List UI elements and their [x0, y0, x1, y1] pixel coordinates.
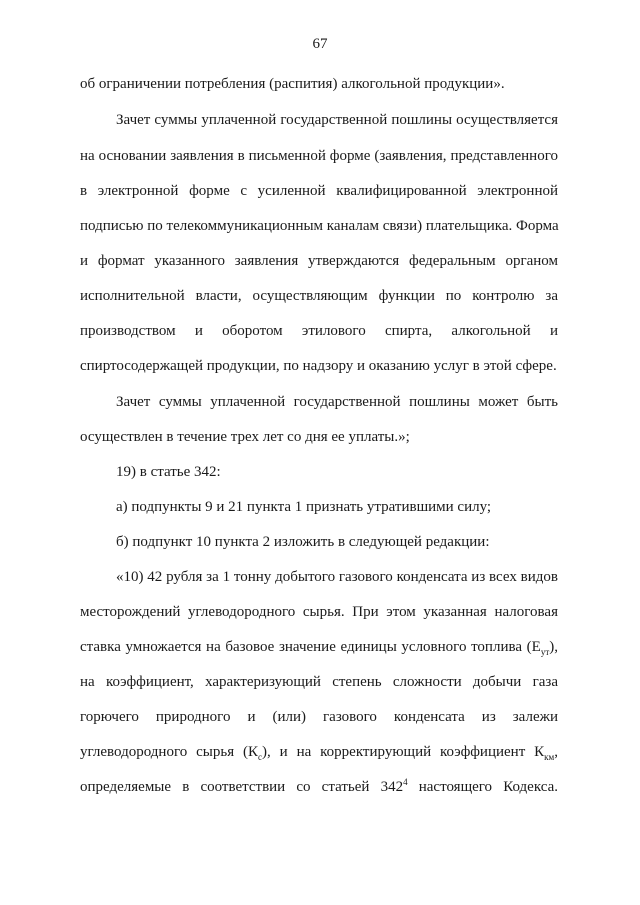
text-line [80, 777, 558, 797]
text-line: месторождений углеводородного сырья. При этом указанная налоговая [80, 604, 558, 620]
text-line: исполнительной власти, осуществляющим функции по контролю за [80, 288, 558, 304]
text-line: Зачет суммы уплаченной государственной пошлины может быть [116, 394, 558, 410]
text-segment: ), и на корректирующий коэффициент К [262, 744, 545, 760]
text-segment: ставка умножается на базовое значение единицы условного топлива (Е [80, 639, 541, 655]
subscript: с [258, 752, 262, 762]
text-line: «10) 42 рубля за 1 тонну добытого газового конденсата из всех видов [116, 569, 558, 585]
text-line: Зачет суммы уплаченной государственной пошлины осуществляется [116, 112, 558, 128]
text-line: спиртосодержащей продукции, по надзору и оказанию услуг в этой сфере. [80, 358, 557, 374]
text-segment: настоящего Кодекса. [407, 779, 558, 795]
text-line: подписью по телекоммуникационным каналам связи) плательщика. Форма [80, 218, 559, 234]
subscript: км [544, 752, 555, 762]
text-line: производством и оборотом этилового спирта, алкогольной и [80, 323, 558, 339]
text-segment: , [554, 744, 558, 760]
subscript: ут [540, 647, 550, 657]
text-line: об ограничении потребления (распития) алкогольной продукции». [80, 76, 505, 92]
text-line: а) подпункты 9 и 21 пункта 1 признать утратившими силу; [116, 499, 492, 515]
superscript: 4 [403, 777, 408, 787]
text-line: 19) в статье 342: [116, 464, 221, 480]
text-segment: ), [549, 639, 558, 655]
page-number: 67 [312, 36, 328, 52]
text-line: в электронной форме с усиленной квалифицированной электронной [80, 183, 558, 199]
text-line [80, 742, 558, 762]
text-segment: углеводородного сырья (К [80, 744, 258, 760]
text-line: на коэффициент, характеризующий степень сложности добычи газа [80, 674, 558, 690]
text-segment: определяемые в соответствии со статьей 342 [80, 779, 404, 795]
text-line [80, 637, 558, 657]
text-line: и формат указанного заявления утверждаются федеральным органом [80, 253, 558, 269]
text-line: осуществлен в течение трех лет со дня ее уплаты.»; [80, 429, 410, 445]
text-line: б) подпункт 10 пункта 2 изложить в следующей редакции: [116, 534, 490, 550]
text-line: на основании заявления в письменной форме (заявления, представленного [80, 148, 558, 164]
text-line: горючего природного и (или) газового конденсата из залежи [80, 709, 558, 725]
